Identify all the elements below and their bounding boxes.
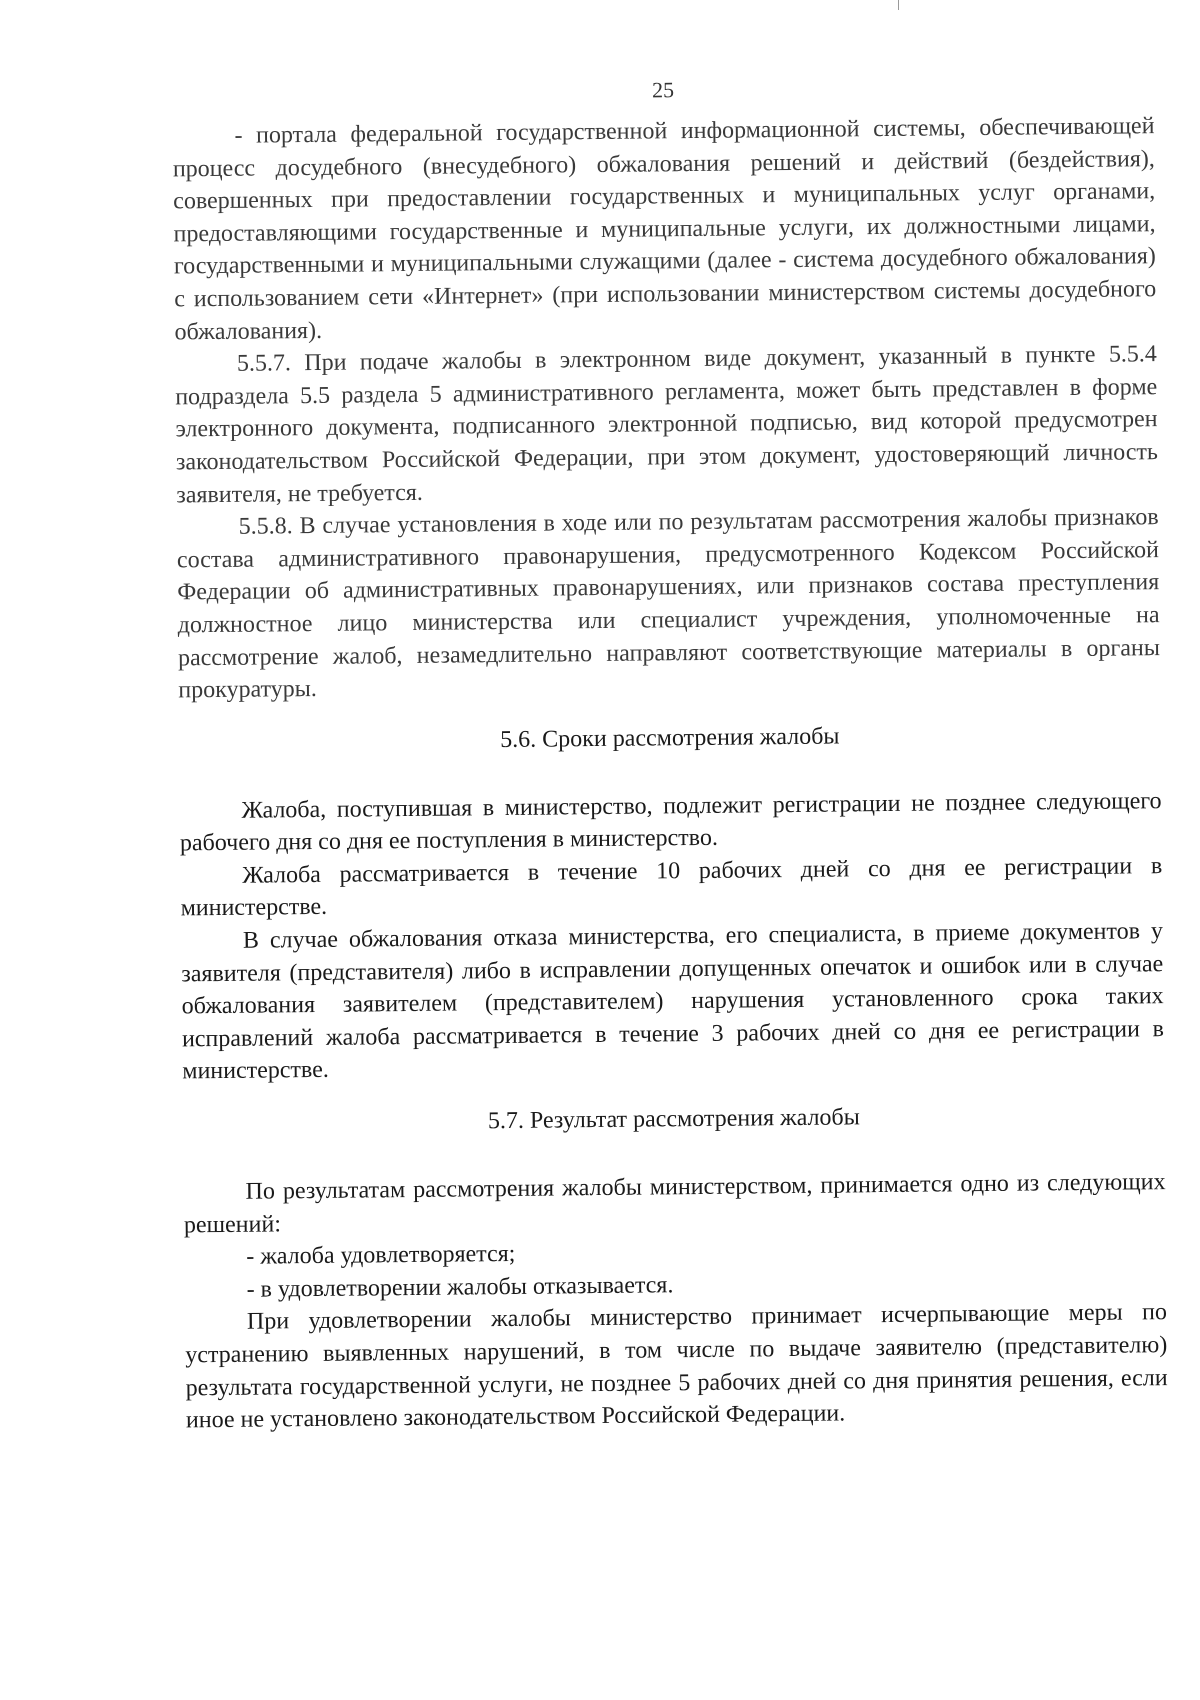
paragraph-5-6-term: Жалоба рассматривается в течение 10 рабочих дней со дня ее регистрации в министерстве. bbox=[180, 852, 1163, 922]
paragraph-5-6-registration: Жалоба, поступившая в министерство, подлежит регистрации не позднее следующего рабочего дня со дня ее поступления в министерство. bbox=[179, 787, 1162, 857]
paragraph-5-6-refusal: В случае обжалования отказа министерства, его специалиста, в приеме документов у заявителя (представителя) либо в исправлении допущенных опечаток и ошибок или в случае обжалования заявителем (представителем) нарушения установленного срока таких исправлений жалоба рассматривается в течение 3 рабочих дней со дня ее регистрации в министерстве. bbox=[181, 918, 1165, 1085]
heading-5-6: 5.6. Сроки рассмотрения жалобы bbox=[500, 723, 840, 753]
paragraph-5-5-8: 5.5.8. В случае установления в ходе или по результатам рассмотрения жалобы признаков состава административного правонарушения, предусмотренного Кодексом Российской Федерации об административных правонарушениях, или признаков состава преступления должностное лицо министерства или специалист учреждения, уполномоченные на рассмотрение жалоб, незамедлительно направляют соответствующие материалы в органы прокуратуры. bbox=[176, 504, 1161, 704]
paragraph-5-5-7: 5.5.7. При подаче жалобы в электронном виде документ, указанный в пункте 5.5.4 подраздела 5.5 раздела 5 административного регламента, может быть представлен в форме электронного документа, подписанного электронной подписью, вид которой предусмотрен законодательством Российской Федерации, при этом документ, удостоверяющий личность заявителя, не требуется. bbox=[175, 341, 1159, 508]
heading-5-7: 5.7. Результат рассмотрения жалобы bbox=[487, 1104, 860, 1135]
paragraph-5-7-measures: При удовлетворении жалобы министерство принимает исчерпывающие меры по устранению выявленных нарушений, в том числе по выдаче заявителю (представителю) результата государственной услуги, не позднее 5 рабочих дней со дня принятия решения, если иное не установлено законодательством Российской Федерации. bbox=[185, 1299, 1168, 1434]
list-item-satisfied: - жалоба удовлетворяется; bbox=[246, 1241, 516, 1270]
page-number: 25 bbox=[651, 77, 675, 103]
paragraph-5-7-intro: По результатам рассмотрения жалобы министерством, принимается одно из следующих решений: bbox=[183, 1169, 1166, 1239]
list-item-refused: - в удовлетворении жалобы отказывается. bbox=[246, 1272, 674, 1303]
paragraph-portal: - портала федеральной государственной информационной системы, обеспечивающей процесс досудебного (внесудебного) обжалования решений и действий (бездействия), совершенных при предоставлении государственных и муниципальных услуг органами, предоставляющими государственные и муниципальные услуги, их должностными лицами, государственными и муниципальными служащими (далее - система досудебного обжалования) с использованием сети «Интернет» (при использовании министерством системы досудебного обжалования). bbox=[172, 113, 1157, 345]
